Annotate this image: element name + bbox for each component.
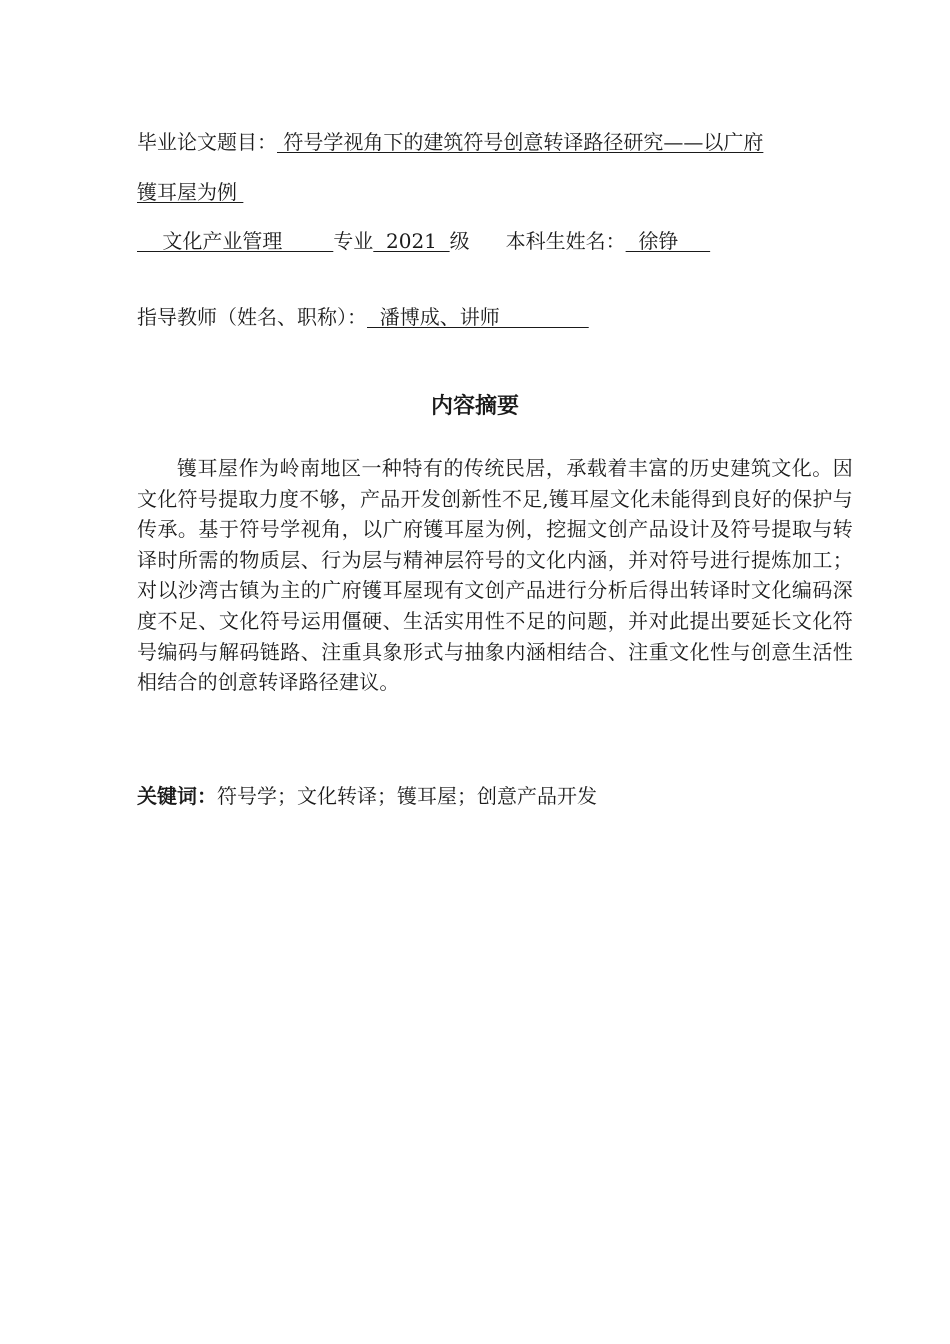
major-year-student-line — [137, 229, 710, 253]
keywords-line — [137, 784, 597, 808]
abstract-body: 镬耳屋作为岭南地区一种特有的传统民居，承载着丰富的历史建筑文化。因文化符号提取力度不够，产品开发创新性不足,镬耳屋文化未能得到良好的保护与传承。基于符号学视角，以广府镬耳屋为例，挖掘文创产品设计及符号提取与转译时所需的物质层、行为层与精神层符号的文化内涵，并对符号进行提炼加工；对以沙湾古镇为主的广府镬耳屋现有文创产品进行分析后得出转译时文化编码深度不足、文化符号运用僵硬、生活实用性不足的问题，并对此提出要延长文化符号编码与解码链路、注重具象形式与抽象内涵相结合、注重文化性与创意生活性相结合的创意转译路径建议。 — [137, 456, 853, 695]
major-label: 专业 — [333, 229, 374, 253]
year-label: 级 — [449, 229, 470, 253]
abstract-heading: 内容摘要 — [430, 394, 519, 419]
keywords-value: 符号学；文化转译；镬耳屋；创意产品开发 — [217, 784, 597, 808]
thesis-title-label: 毕业论文题目： — [137, 130, 277, 154]
thesis-title-line-1 — [137, 130, 763, 154]
thesis-title-value-continued: 镬耳屋为例 — [137, 180, 244, 204]
student-name-value: 徐铮 — [625, 229, 711, 253]
advisor-line — [137, 305, 589, 329]
year-value: 2021 — [373, 229, 450, 253]
major-value: 文化产业管理 — [137, 229, 334, 253]
keywords-label: 关键词： — [137, 784, 217, 808]
advisor-label: 指导教师（姓名、职称）： — [137, 305, 367, 329]
student-name-label: 本科生姓名： — [505, 229, 626, 253]
thesis-title-value: 符号学视角下的建筑符号创意转译路径研究——以广府 — [277, 130, 764, 154]
advisor-value: 潘博成、讲师 — [367, 305, 589, 329]
thesis-title-line-2 — [137, 180, 243, 204]
